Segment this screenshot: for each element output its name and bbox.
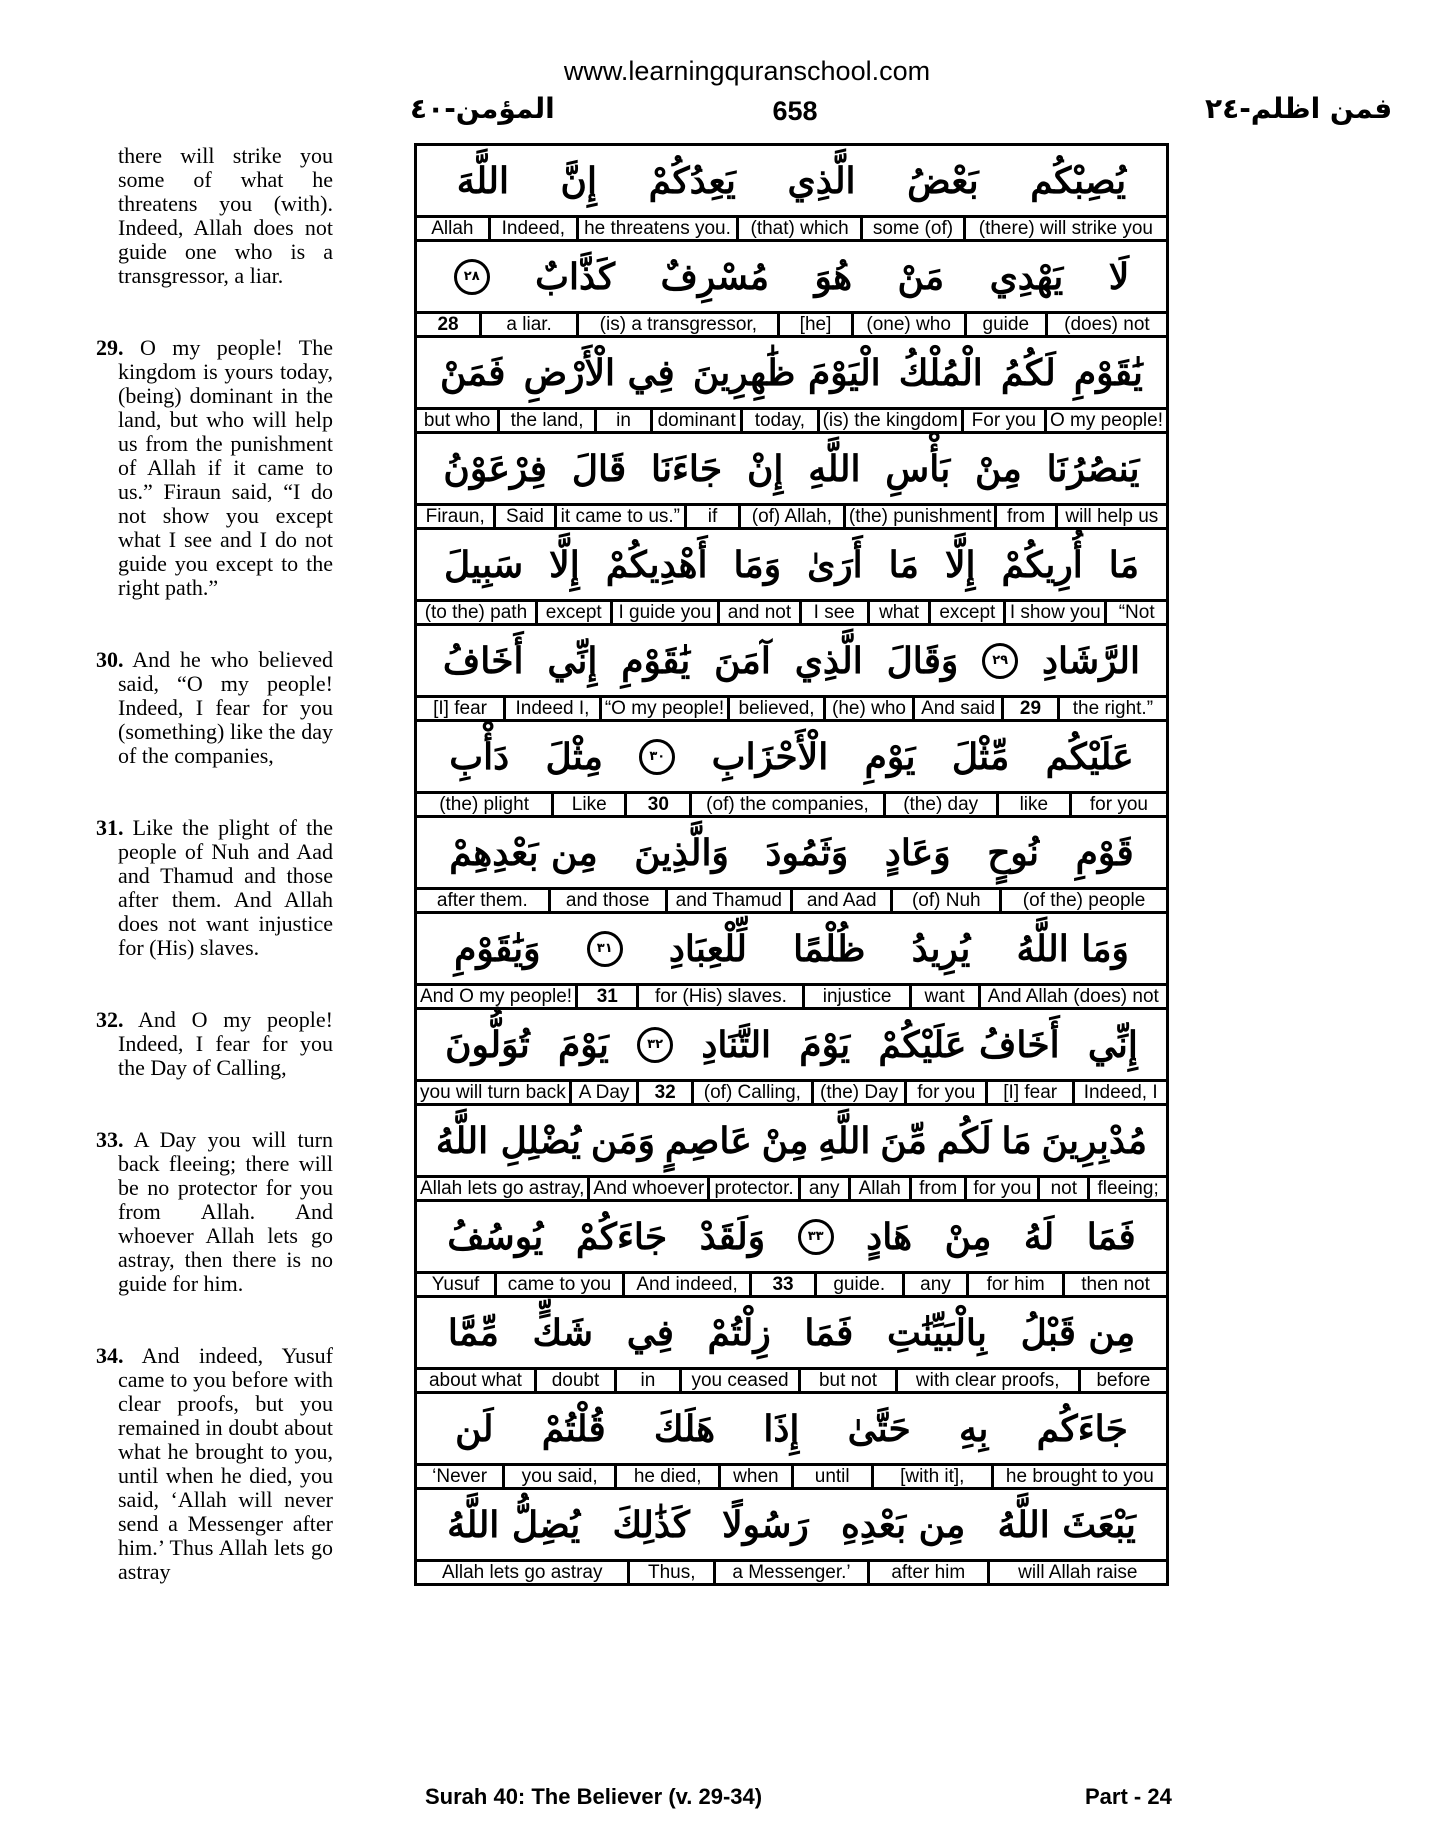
word-translation-cell: for you [904,1082,985,1103]
arabic-word: التَّنَادِ [701,1023,772,1066]
arabic-word: وَمَا [733,543,782,586]
word-translation-cell: Allah lets go astray [441,1562,603,1583]
word-translation-cell: [with it], [871,1466,991,1487]
word-translation-cell: with clear proofs, [895,1370,1078,1391]
verse-number-cell: 28 [437,314,459,335]
word-translation-cell: Allah [848,1178,909,1199]
arabic-word: وَقَالَ [886,639,959,682]
arabic-word: إِذَا [763,1407,800,1450]
word-translation-cell: then not [1062,1274,1166,1295]
word-translation-cell: after him [867,1562,987,1583]
arabic-row [417,434,1166,506]
ayah-end-marker: ٣١ [587,931,623,967]
arabic-row [417,1298,1166,1370]
word-translation-cell: protector. [707,1178,797,1199]
word-translation-cell: Indeed I, [503,698,599,719]
arabic-word: مِنْ [944,1215,992,1258]
verse-number: 31. [96,815,124,840]
arabic-word: حَتَّىٰ [847,1407,911,1450]
word-translation-cell: (of) Allah, [738,506,843,527]
arabic-word: مُسْرِفٌ [660,255,770,298]
arabic-word: تُوَلُّونَ [445,1023,530,1066]
translation-row [417,506,1166,530]
arabic-word: إِنْ [746,447,784,490]
word-translation-cell: fleeing; [1087,1178,1166,1199]
word-translation-cell: (of) Calling, [691,1082,811,1103]
arabic-word: كَذَٰلِكَ [612,1503,690,1546]
arabic-word: يَوْمِ [864,735,916,778]
arabic-word: مِثْلَ [545,735,603,778]
arabic-word: هُوَ [814,255,853,298]
arabic-row [417,1394,1166,1466]
word-translation-cell: and not [717,602,798,623]
arabic-row [417,1106,1166,1178]
arabic-word: كَذَّابٌ [535,255,616,298]
arabic-word: آمَنَ [714,639,771,682]
arabic-word: جَاءَنَا [651,447,723,490]
arabic-row [417,626,1166,698]
word-translation-cell: when [718,1466,790,1487]
word-translation-cell: I see [799,602,867,623]
arabic-word: ظُلْمًا [793,927,866,970]
translation-paragraph [96,647,333,768]
translation-row [417,1466,1166,1490]
translation-paragraph [96,815,334,960]
arabic-word: يَعِدُكُمْ [648,159,736,202]
word-translation-cell: “Not [1104,602,1166,623]
arabic-word: الْأَحْزَابِ [711,735,829,778]
word-translation-cell: what [867,602,929,623]
word-translation-cell: will Allah raise [987,1562,1166,1583]
word-translation-cell: I show you [1003,602,1104,623]
arabic-word: يَهْدِي [989,255,1064,298]
arabic-word: أُرِيكُمْ [1001,543,1083,586]
arabic-word: مَا [888,543,919,586]
arabic-word: الْمُلْكُ [898,351,983,394]
arabic-word: إِلَّا [549,543,580,586]
word-translation-cell: And said [912,698,1001,719]
arabic-word: يُضِلُّ اللَّهُ [447,1503,581,1546]
word-translation-cell: For you [961,410,1044,431]
arabic-word: فَمَنْ [440,351,506,394]
arabic-word: مِنْ [761,1119,809,1162]
word-translation-cell: like [996,794,1069,815]
arabic-word: يَٰقَوْمِ [1073,351,1143,394]
word-translation-cell: and Thamud [665,890,790,911]
arabic-word: أَخَافُ [442,639,524,682]
word-translation-cell: [I] fear [433,698,487,719]
translation-row [417,1274,1166,1298]
word-translation-cell: And Allah (does) not [978,986,1166,1007]
translation-text: And O my people! Indeed, I fear for you the Day of Calling, [118,1007,333,1080]
ayah-end-marker: ٣٣ [798,1219,834,1255]
arabic-row [417,722,1166,794]
word-translation-cell: (to the) path [424,602,528,623]
arabic-word: وَيَٰقَوْمِ [454,927,541,970]
word-translation-cell: for him [966,1274,1062,1295]
word-translation-cell: “O my people! [599,698,727,719]
arabic-word: مِنْ [975,447,1022,490]
arabic-word: جَاءَكُمْ [575,1215,668,1258]
word-translation-cell: (there) will strike you [963,218,1166,239]
word-translation-cell: (of) the companies, [689,794,882,815]
arabic-word: يَٰقَوْمِ [621,639,691,682]
word-translation-cell: (is) the kingdom [817,410,961,431]
word-translation-cell: injustice [802,986,908,1007]
arabic-word: يَنصُرُنَا [1046,447,1140,490]
translation-text: there will strike you some of what he threatens you (with). Indeed, Allah does not guide one who is a transgressor, a liar. [118,143,333,288]
arabic-word: مَا [1001,1119,1032,1162]
word-translation-cell: today, [740,410,816,431]
footer-surah-title: Surah 40: The Believer (v. 29-34) [425,1784,763,1809]
word-translation-cell: Allah [431,218,474,239]
word-translation-cell: (the) day [883,794,996,815]
arabic-word: مَنْ [897,255,945,298]
arabic-word: اللَّهَ [456,159,509,202]
arabic-word: يُوسُفُ [447,1215,544,1258]
arabic-word: يَوْمَ [799,1023,851,1066]
word-translation-cell: but not [798,1370,894,1391]
word-translation-cell: he threatens you. [576,218,736,239]
ayah-end-marker: ٣٠ [639,739,675,775]
arabic-word: عَاصِمٍ [664,1119,752,1162]
arabic-row [417,818,1166,890]
arabic-word: قُلْتُمْ [541,1407,606,1450]
arabic-word: وَمَن [590,1119,655,1162]
arabic-word: أَهْدِيكُمْ [605,543,708,586]
word-translation-cell: O my people! [1044,410,1166,431]
translation-row [417,890,1166,914]
arabic-word: بَأْسِ [885,447,951,490]
word-translation-cell: if [684,506,738,527]
word-translation-cell: you will turn back [420,1082,566,1103]
arabic-word: مُدْبِرِينَ [1041,1119,1148,1162]
arabic-word: وَالَّذِينَ [634,831,729,874]
arabic-word: مَا [1108,543,1139,586]
word-translation-cell: guide. [814,1274,902,1295]
arabic-word: لِّلْعِبَادِ [668,927,747,970]
arabic-row [417,146,1166,218]
translation-row [417,218,1166,242]
word-translation-cell: a Messenger.’ [713,1562,867,1583]
arabic-word: عَلَيْكُم [1045,735,1134,778]
word-translation-cell: not [1037,1178,1087,1199]
arabic-word: لَكُم [936,1119,992,1162]
surah-label-arabic: المؤمن-٤٠ [410,92,555,125]
arabic-word: وَمَا اللَّهُ [1016,927,1129,970]
arabic-word: مِّثْلَ [951,735,1010,778]
arabic-word: اللَّهِ [808,447,861,490]
arabic-word: لَكُمُ [1000,351,1056,394]
word-translation-cell: Yusuf [431,1274,480,1295]
word-translation-cell: dominant [650,410,740,431]
arabic-word: أَرَىٰ [807,543,863,586]
word-translation-cell: before [1078,1370,1166,1391]
translation-row [417,1082,1166,1106]
word-translation-cell: he died, [614,1466,718,1487]
arabic-word: يُرِيدُ [911,927,971,970]
word-translation-cell: (does) not [1045,314,1166,335]
arabic-row [417,1010,1166,1082]
arabic-word: يَبْعَثَ اللَّهُ [997,1503,1136,1546]
arabic-word: بِهِ [959,1407,989,1450]
arabic-row [417,338,1166,410]
word-translation-cell: for you [1069,794,1166,815]
arabic-word: مِن بَعْدِهِ [840,1503,966,1546]
word-translation-cell: some (of) [860,218,963,239]
arabic-word: نُوحٍ [987,831,1040,874]
arabic-word: الْيَوْمَ ظَٰهِرِينَ [692,351,881,394]
arabic-word: إِنَّ [560,159,597,202]
verse-number-cell: 29 [1001,698,1057,719]
arabic-word: بَعْضُ [907,159,979,202]
ayah-end-marker: ٢٨ [454,259,490,295]
word-translation-cell: doubt [534,1370,614,1391]
word-translation-cell: after them. [436,890,528,911]
part-label-arabic: فمن اظلم-٢٤ [1205,92,1393,125]
arabic-row [417,1490,1166,1562]
word-translation-cell: want [909,986,978,1007]
word-translation-cell: And O my people! [420,986,573,1007]
word-translation-cell: except [535,602,610,623]
translation-paragraph [96,1343,333,1584]
arabic-word: فِي الْأَرْضِ [523,351,675,394]
word-translation-cell: And indeed, [622,1274,750,1295]
ayah-end-marker: ٢٩ [982,643,1018,679]
arabic-word: سَبِيلَ [444,543,524,586]
word-translation-cell: will help us [1055,506,1166,527]
arabic-word: فَمَا [804,1311,854,1354]
translation-row [417,986,1166,1010]
arabic-word: الرَّشَادِ [1042,639,1140,682]
arabic-word: يُضْلِلِ اللَّهُ [435,1119,582,1162]
arabic-word: فَمَا [1086,1215,1136,1258]
arabic-word: شَكٍّ [532,1311,594,1354]
translation-text: A Day you will turn back fleeing; there will be no protector for you from Allah. And whoever Allah lets go astray, then there is no guide for him. [118,1127,333,1296]
arabic-word: الَّذِي [787,159,856,202]
arabic-word: إِلَّا [944,543,976,586]
translation-paragraph [96,1007,333,1080]
word-translation-cell: Firaun, [425,506,485,527]
word-translation-cell: I guide you [610,602,718,623]
arabic-word: قَوْمِ [1075,831,1134,874]
translation-row [417,698,1166,722]
arabic-word: مِّمَّا [447,1311,499,1354]
arabic-word: هَلَكَ [653,1407,716,1450]
word-translation-cell: in [594,410,650,431]
verse-number: 32. [96,1007,124,1032]
translation-row [417,1370,1166,1394]
word-translation-cell: And whoever [587,1178,707,1199]
word-translation-cell: A Day [569,1082,637,1103]
word-translation-cell: came to you [494,1274,622,1295]
arabic-word: قَالَ [571,447,627,490]
arabic-word: لَن [455,1407,494,1450]
word-translation-cell: any [902,1274,966,1295]
word-translation-cell: until [791,1466,871,1487]
word-translation-cell: and those [548,890,665,911]
arabic-word: فِي [626,1311,674,1354]
arabic-word: زِلْتُمْ [707,1311,771,1354]
word-translation-cell: you said, [502,1466,614,1487]
arabic-word: إِنِّي [547,639,598,682]
word-translation-cell: (of) Nuh [890,890,999,911]
translation-column [96,143,334,1584]
arabic-word: فِرْعَوْنُ [443,447,547,490]
arabic-word: لَهُ [1023,1215,1055,1258]
word-translation-cell: Thus, [627,1562,713,1583]
translation-row [417,410,1166,434]
word-translation-cell: [he] [777,314,850,335]
arabic-word: رَسُولًا [722,1503,809,1546]
word-translation-cell: a liar. [479,314,576,335]
arabic-word: هَادٍ [866,1215,913,1258]
arabic-word: وَلَقَدْ [699,1215,766,1258]
translation-row [417,314,1166,338]
footer-part-label: Part - 24 [1085,1784,1172,1809]
word-translation-cell: you ceased [679,1370,799,1391]
arabic-word: الَّذِي [794,639,863,682]
translation-paragraph [96,1127,333,1296]
word-translation-cell: guide [964,314,1045,335]
verse-number-cell: 31 [575,986,636,1007]
translation-paragraph [118,144,333,288]
arabic-word: وَعَادٍ [884,831,951,874]
word-translation-cell: (the) punishment [843,506,995,527]
arabic-word: مِّنَ [880,1119,927,1162]
word-translation-cell: (the) Day [811,1082,905,1103]
arabic-row [417,530,1166,602]
arabic-row [417,1202,1166,1274]
arabic-word: جَاءَكُم [1036,1407,1128,1450]
word-translation-cell: except [928,602,1003,623]
word-translation-cell: the right.” [1057,698,1166,719]
word-translation-cell: and Aad [790,890,890,911]
word-translation-cell: for you [964,1178,1037,1199]
translation-text: Like the plight of the people of Nuh and Aad and Thamud and those after them. And Allah does not want injustice for (His) slaves. [118,815,334,960]
arabic-word: اللَّهِ [818,1119,871,1162]
word-translation-cell: for (His) slaves. [636,986,802,1007]
word-translation-cell: (the) plight [439,794,529,815]
word-translation-cell: (he) who [823,698,912,719]
word-translation-cell: any [798,1178,848,1199]
word-by-word-table [414,143,1169,1586]
word-translation-cell: ‘Never [432,1466,488,1487]
translation-text: And indeed, Yusuf came to you before with clear proofs, but you remained in doubt about what he brought to you, until when he died, you said, ‘Allah will never send a Messenger after him.’ Thus Allah lets go astray [118,1343,333,1584]
translation-row [417,1562,1166,1583]
word-translation-cell: [I] fear [985,1082,1072,1103]
verse-number-cell: 32 [636,1082,691,1103]
word-translation-cell: in [614,1370,678,1391]
verse-number: 30. [96,647,124,672]
arabic-word: مِن قَبْلُ [1020,1311,1136,1354]
translation-paragraph [96,335,333,600]
word-translation-cell: Indeed, [488,218,576,239]
arabic-word: مِن بَعْدِهِمْ [449,831,598,874]
word-translation-cell: from [909,1178,965,1199]
arabic-word: دَأْبِ [449,735,510,778]
word-translation-cell: he brought to you [991,1466,1166,1487]
site-url[interactable]: www.learningquranschool.com [563,56,931,86]
word-translation-cell: (that) which [736,218,860,239]
arabic-word: يُصِبْكُم [1030,159,1127,202]
verse-number: 29. [96,335,124,360]
word-translation-cell: Said [493,506,553,527]
word-translation-cell: Allah lets go astray, [420,1178,585,1199]
translation-text: O my people! The kingdom is yours today, (being) dominant in the land, but who will help us from the punishment of Allah if it came to us.” Firaun said, “I do not show you except what I see and I do not guide you except to the right path.” [118,335,333,600]
arabic-word: بِالْبَيِّنَٰتِ [887,1311,987,1354]
translation-text: And he who believed said, “O my people! Indeed, I fear for you (something) like the day of the companies, [118,647,333,768]
arabic-word: وَثَمُودَ [765,831,849,874]
word-translation-cell: it came to us.” [554,506,685,527]
word-translation-cell: Like [551,794,624,815]
translation-row [417,1178,1166,1202]
word-translation-cell: (one) who [851,314,964,335]
verse-number: 33. [96,1127,124,1152]
arabic-row [417,242,1166,314]
word-translation-cell: from [994,506,1054,527]
page-number: 658 [772,96,818,126]
word-translation-cell: the land, [497,410,594,431]
arabic-word: أَخَافُ عَلَيْكُمْ [878,1023,1060,1066]
ayah-end-marker: ٣٢ [637,1027,673,1063]
arabic-row [417,914,1166,986]
word-translation-cell: about what [428,1370,522,1391]
arabic-word: لَا [1108,255,1130,298]
word-translation-cell: Indeed, I [1072,1082,1166,1103]
arabic-word: إِنِّي [1087,1023,1138,1066]
translation-row [417,602,1166,626]
word-translation-cell: (of the) people [999,890,1166,911]
word-translation-cell: (is) a transgressor, [576,314,777,335]
arabic-word: يَوْمَ [557,1023,609,1066]
verse-number-cell: 33 [749,1274,813,1295]
word-translation-cell: believed, [727,698,823,719]
translation-row [417,794,1166,818]
verse-number-cell: 30 [624,794,689,815]
verse-number: 34. [96,1343,124,1368]
word-translation-cell: but who [423,410,491,431]
